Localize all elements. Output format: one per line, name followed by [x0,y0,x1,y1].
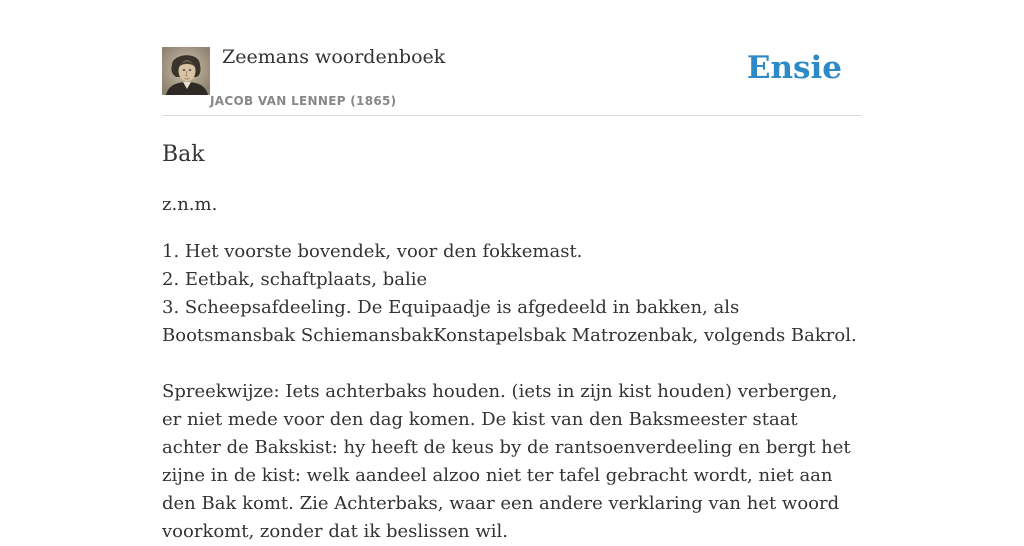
dictionary-title[interactable]: Zeemans woordenboek [222,46,446,68]
ensie-logo-link[interactable]: Ensie [746,50,842,86]
dictionary-author: JACOB VAN LENNEP (1865) [210,94,397,108]
definition-item: 1. Het voorste bovendek, voor den fokkemast. [162,241,583,262]
saying-paragraph: Spreekwijze: Iets achterbaks houden. (iets in zijn kist houden) verbergen, er niet mede voor den dag komen. De kist van den Baksmeester staat achter de Bakskist: hy heeft de keus by de rantsoenverdeeling en bergt het zijne in de kist: welk aandeel alzoo niet ter tafel gebracht wordt, niet aan den Bak komt. Zie Achterbaks, waar een andere verklaring van het woord voorkomt, zonder dat ik beslissen wil. [162,381,851,542]
entry-headword: Bak [162,142,205,167]
author-portrait-icon [162,47,210,95]
part-of-speech: z.n.m. [162,194,218,215]
definition-list [162,238,862,350]
page-header [162,46,862,116]
definition-item: 2. Eetbak, schaftplaats, balie [162,269,428,290]
definition-item: 3. Scheepsafdeeling. De Equipaadje is afgedeeld in bakken, als Bootsmansbak SchiemansbakKonstapelsbak Matrozenbak, volgends Bakrol. [162,297,857,346]
entry-content [162,140,862,546]
